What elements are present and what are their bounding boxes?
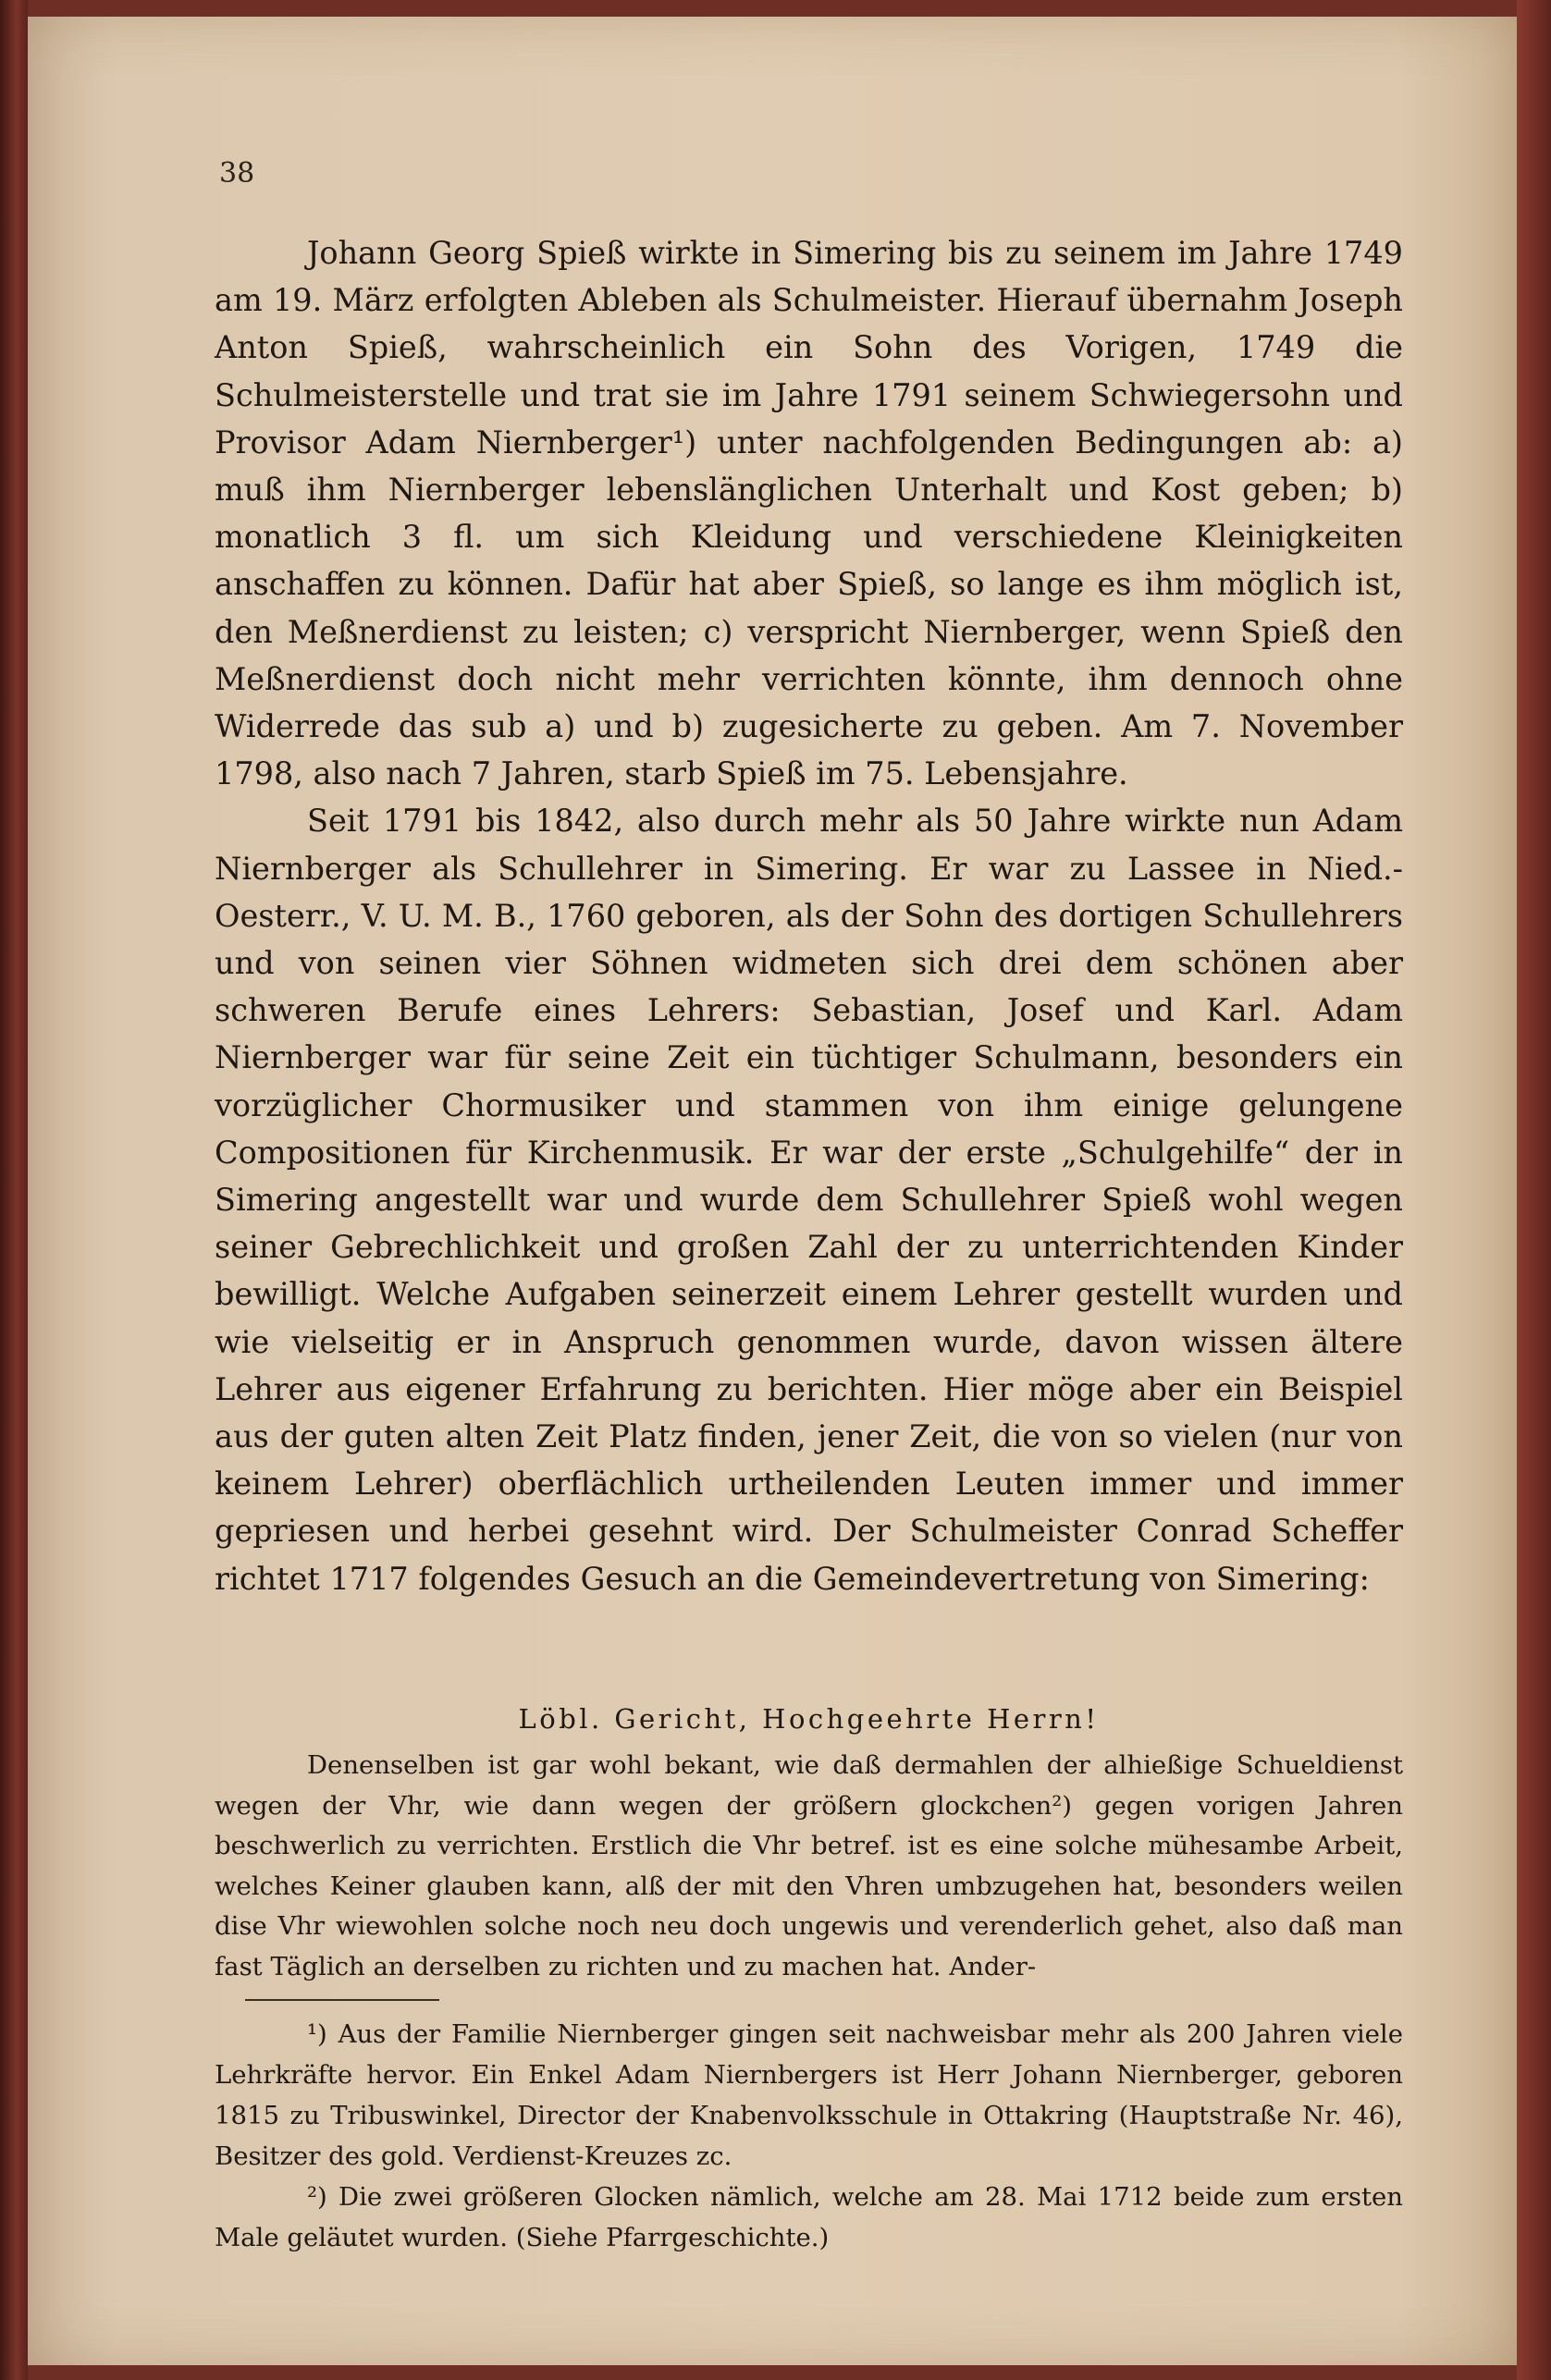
footnotes xyxy=(215,2014,1403,2258)
footnote-divider xyxy=(245,1999,439,2001)
page-number: 38 xyxy=(219,157,255,190)
paragraph-1: Johann Georg Spieß wirkte in Simering bis zu seinem im Jahre 1749 am 19. März erfolgten Ableben als Schulmeister. Hierauf übernahm Joseph Anton Spieß, wahrscheinlich ein Sohn des Vorigen, 1749 die Schulmeisterstelle und trat sie im Jahre 1791 seinem Schwiegersohn und Provisor Adam Niernberger¹) unter nachfolgenden Bedingungen ab: a) muß ihm Niernberger lebenslänglichen Unterhalt und Kost geben; b) monatlich 3 fl. um sich Kleidung und verschiedene Kleinigkeiten anschaffen zu können. Dafür hat aber Spieß, so lange es ihm möglich ist, den Meßnerdienst zu leisten; c) verspricht Niernberger, wenn Spieß den Meßnerdienst doch nicht mehr verrichten könnte, ihm dennoch ohne Widerrede das sub a) und b) zugesicherte zu geben. Am 7. November 1798, also nach 7 Jahren, starb Spieß im 75. Lebensjahre. xyxy=(215,235,1403,792)
footnote-1: ¹) Aus der Familie Niernberger gingen seit nachweisbar mehr als 200 Jahren viele Lehrkräfte hervor. Ein Enkel Adam Niernbergers ist Herr Johann Niernberger, geboren 1815 zu Tribuswinkel, Director der Knabenvolksschule in Ottakring (Hauptstraße Nr. 46), Besitzer des gold. Verdienst-Kreuzes zc. xyxy=(215,2019,1403,2171)
letter-quote xyxy=(215,1746,1403,1987)
paragraph-2: Seit 1791 bis 1842, also durch mehr als 50 Jahre wirkte nun Adam Niernberger als Schullehrer in Simering. Er war zu Lassee in Nied.-Oesterr., V. U. M. B., 1760 geboren, als der Sohn des dortigen Schullehrers und von seinen vier Söhnen widmeten sich drei dem schönen aber schweren Berufe eines Lehrers: Sebastian, Josef und Karl. Adam Niernberger war für seine Zeit ein tüchtiger Schulmann, besonders ein vorzüglicher Chormusiker und stammen von ihm einige gelungene Compositionen für Kirchenmusik. Er war der erste „Schulgehilfe“ der in Simering angestellt war und wurde dem Schullehrer Spieß wohl wegen seiner Gebrechlichkeit und großen Zahl der zu unterrichtenden Kinder bewilligt. Welche Aufgaben seinerzeit einem Lehrer gestellt wurden und wie vielseitig er in Anspruch genommen wurde, davon wissen ältere Lehrer aus eigener Erfahrung zu berichten. Hier möge aber ein Beispiel aus der guten alten Zeit Platz finden, jener Zeit, die von so vielen (nur von keinem Lehrer) oberflächlich urtheilenden Leuten immer und immer gepriesen und herbei gesehnt wird. Der Schulmeister Conrad Scheffer richtet 1717 folgendes Gesuch an die Gemeindevertretung von Simering: xyxy=(215,803,1403,1597)
main-text xyxy=(215,229,1403,1602)
book-edge xyxy=(1517,0,1551,2380)
footnote-2: ²) Die zwei größeren Glocken nämlich, welche am 28. Mai 1712 beide zum ersten Male geläutet wurden. (Siehe Pfarrgeschichte.) xyxy=(215,2182,1403,2252)
book-spine xyxy=(0,0,28,2380)
letter-salutation: Löbl. Gericht, Hochgeehrte Herrn! xyxy=(518,1703,1100,1735)
letter-paragraph: Denenselben ist gar wohl bekant, wie daß dermahlen der alhießige Schueldienst wegen der Vhr, wie dann wegen der größern glockchen²) gegen vorigen Jahren beschwerlich zu verrichten. Erstlich die Vhr betref. ist es eine solche mühesambe Arbeit, welches Keiner glauben kann, alß der mit den Vhren umbzugehen hat, besonders weilen dise Vhr wiewohlen solche noch neu doch ungewis und verenderlich gehet, also daß man fast Täglich an derselben zu richten und zu machen hat. Ander- xyxy=(215,1750,1403,1981)
